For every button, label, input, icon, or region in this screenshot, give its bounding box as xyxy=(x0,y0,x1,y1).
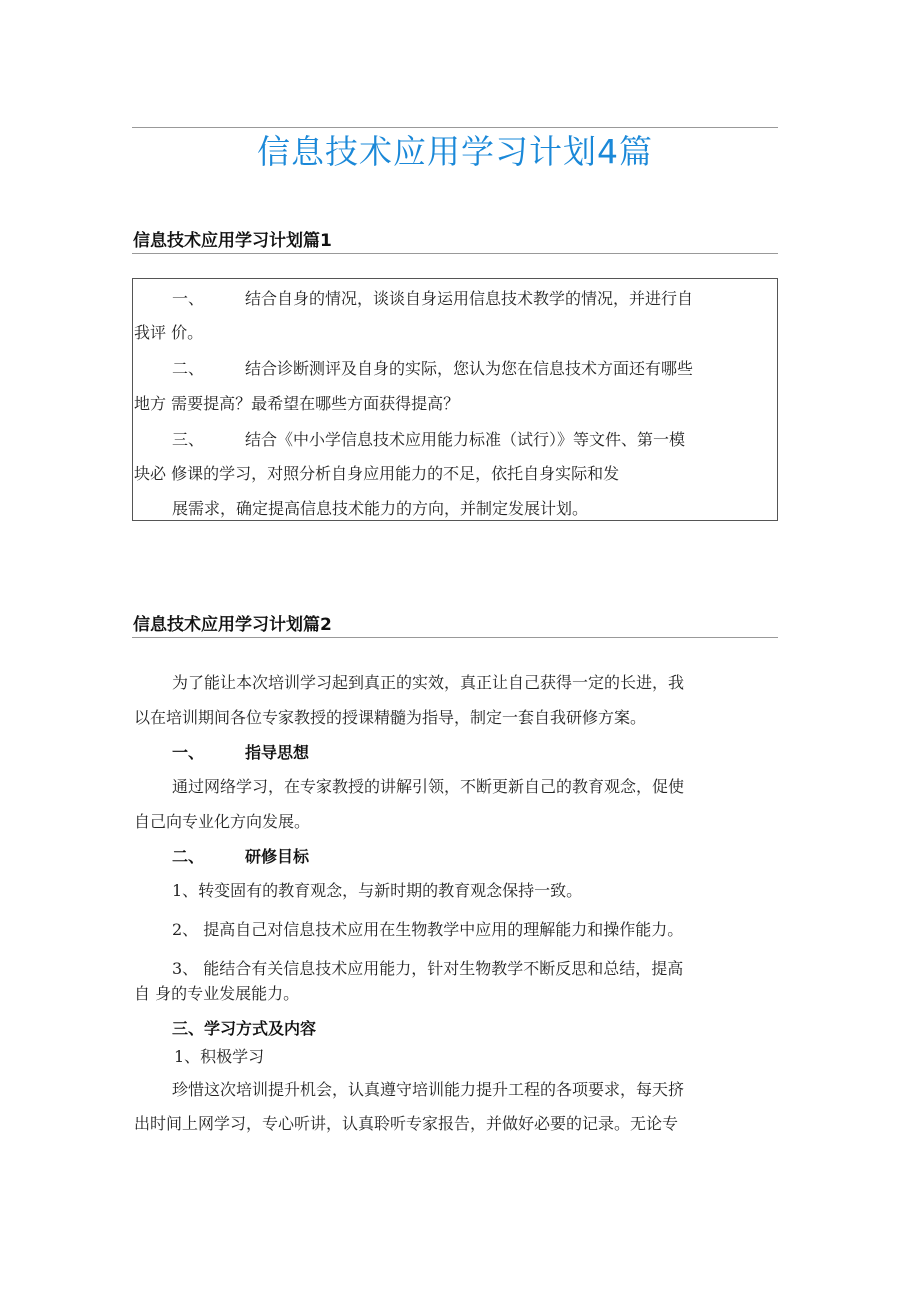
s2-part1-title: 指导思想 xyxy=(245,743,310,762)
s2-part2-num: 二、 xyxy=(172,847,205,866)
s2-intro-line1: 为了能让本次培训学习起到真正的实效，真正让自己获得一定的长进，我 xyxy=(172,673,685,692)
s2-goal2: 2、 提高自己对信息技术应用在生物教学中应用的理解能力和操作能力。 xyxy=(172,920,684,939)
s1-item3-line3: 展需求，确定提高信息技术能力的方向，并制定发展计划。 xyxy=(172,499,589,518)
s2-intro-line2: 以在培训期间各位专家教授的授课精髓为指导，制定一套自我研修方案。 xyxy=(134,708,647,727)
s1-item1-num: 一、 xyxy=(172,289,205,308)
s1-item2-line1: 结合诊断测评及自身的实际，您认为您在信息技术方面还有哪些 xyxy=(245,359,694,378)
s2-part1-text2: 自己向专业化方向发展。 xyxy=(134,812,311,831)
s2-part1-text1: 通过网络学习，在专家教授的讲解引领，不断更新自己的教育观念，促使 xyxy=(172,777,685,796)
s2-part3-text1: 珍惜这次培训提升机会，认真遵守培训能力提升工程的各项要求，每天挤 xyxy=(172,1080,685,1099)
section2-heading: 信息技术应用学习计划篇2 xyxy=(133,615,332,635)
s1-item1-line2: 我评 价。 xyxy=(134,323,204,342)
s1-item1-line1: 结合自身的情况，谈谈自身运用信息技术教学的情况，并进行自 xyxy=(245,289,694,308)
document-title: 信息技术应用学习计划4篇 xyxy=(257,132,653,171)
s1-item3-line1: 结合《中小学信息技术应用能力标准（试行）》等文件、第一模 xyxy=(245,430,686,449)
s2-goal1: 1、转变固有的教育观念，与新时期的教育观念保持一致。 xyxy=(172,881,583,900)
s2-part3-sub: 1、积极学习 xyxy=(174,1047,265,1066)
section2-rule xyxy=(132,637,778,638)
s1-item2-line2: 地方 需要提高？最希望在哪些方面获得提高？ xyxy=(134,394,460,413)
s2-goal3: 3、 能结合有关信息技术应用能力，针对生物教学不断反思和总结，提高 xyxy=(172,959,684,978)
s1-item3-line2: 块必 修课的学习，对照分析自身应用能力的不足，依托自身实际和发 xyxy=(134,464,620,483)
s2-goal3-cont: 自 身的专业发展能力。 xyxy=(134,984,300,1003)
s2-part3-text2: 出时间上网学习，专心听讲，认真聆听专家报告，并做好必要的记录。无论专 xyxy=(134,1114,679,1133)
s1-item2-num: 二、 xyxy=(172,359,205,378)
s2-part2-title: 研修目标 xyxy=(245,847,310,866)
section1-heading: 信息技术应用学习计划篇1 xyxy=(133,231,332,251)
section1-rule xyxy=(132,253,778,254)
s1-item3-num: 三、 xyxy=(172,430,205,449)
s2-part3-title: 三、学习方式及内容 xyxy=(172,1019,317,1038)
s2-part1-num: 一、 xyxy=(172,743,205,762)
